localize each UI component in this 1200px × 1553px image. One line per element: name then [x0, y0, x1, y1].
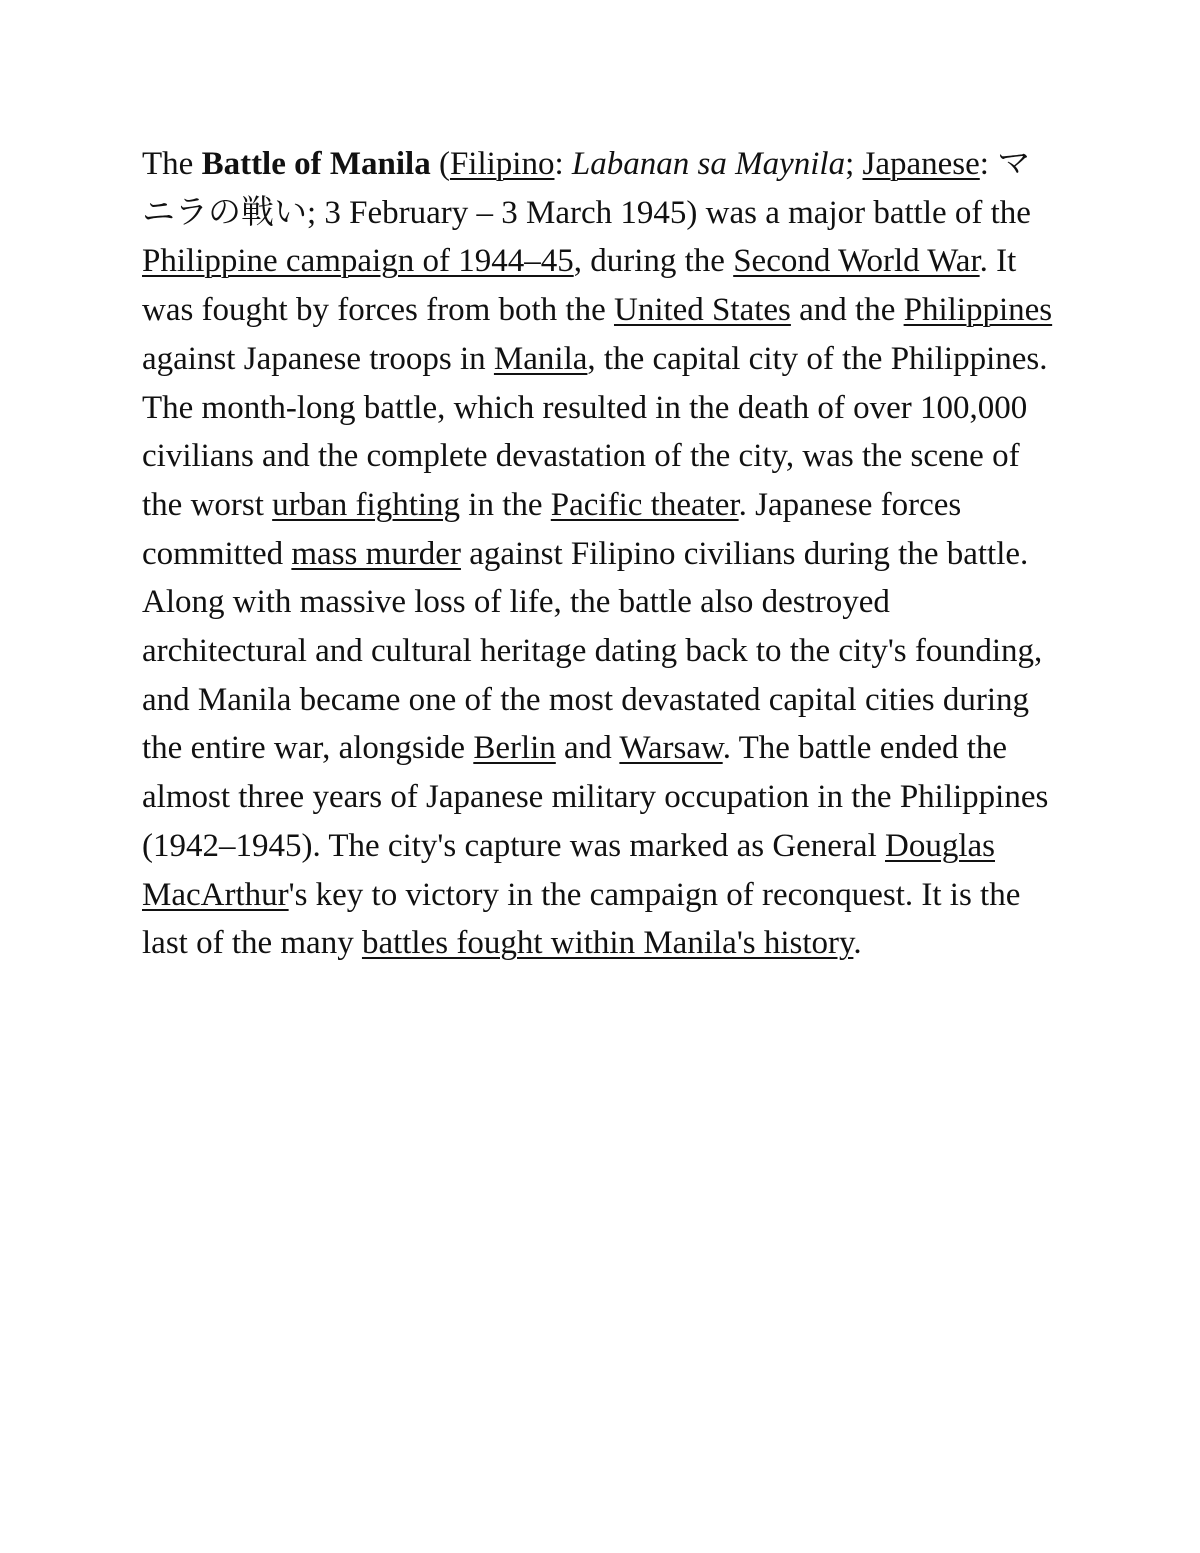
- text-run: in the: [460, 486, 551, 523]
- text-run: : マニラの戦い; 3 February – 3 March 1945) was a major battle of the: [142, 146, 1031, 231]
- article-title-bold: Battle of Manila: [201, 146, 431, 182]
- link-warsaw[interactable]: Warsaw: [619, 730, 723, 767]
- text-run: ;: [845, 146, 863, 182]
- filipino-name-italic: Labanan sa Maynila: [571, 146, 846, 182]
- link-battles-manila-history[interactable]: battles fought within Manila's history: [361, 925, 854, 962]
- text-run: .: [853, 925, 862, 962]
- text-run: :: [554, 146, 572, 182]
- link-berlin[interactable]: Berlin: [473, 730, 556, 767]
- link-japanese[interactable]: Japanese: [862, 146, 980, 182]
- link-united-states[interactable]: United States: [613, 292, 791, 329]
- link-filipino[interactable]: Filipino: [449, 146, 555, 182]
- link-manila[interactable]: Manila: [493, 340, 588, 377]
- text-run: . It was fought by forces from both the: [142, 243, 1017, 329]
- text-run: against Filipino civilians during the battle. Along with massive loss of life, the battle also destroyed architectural and cultural heritage dating back to the city's founding, and Manila became one of the most devastated capital cities during the entire war, alongside: [142, 535, 1043, 767]
- text-run: , during the: [573, 243, 734, 280]
- text-run: and the: [790, 292, 904, 329]
- link-douglas-macarthur[interactable]: Douglas MacArthur: [142, 827, 995, 913]
- text-run: . Japanese forces committed: [142, 486, 962, 572]
- link-philippines[interactable]: Philippines: [903, 292, 1053, 329]
- link-second-world-war[interactable]: Second World War: [733, 243, 980, 280]
- link-mass-murder[interactable]: mass murder: [291, 535, 461, 572]
- text-run: . The battle ended the almost three years of Japanese military occupation in the Philippines (1942–1945). The city's capture was marked as General: [142, 730, 1049, 864]
- text-run: and: [555, 730, 620, 767]
- text-run: against Japanese troops in: [142, 340, 494, 377]
- article-paragraph: [142, 140, 1062, 968]
- text-run: The: [142, 146, 202, 182]
- link-urban-fighting[interactable]: urban fighting: [272, 486, 461, 523]
- text-run: (: [430, 146, 450, 182]
- link-pacific-theater[interactable]: Pacific theater: [550, 486, 739, 523]
- link-philippine-campaign[interactable]: Philippine campaign of 1944–45: [142, 243, 574, 280]
- text-run: 's key to victory in the campaign of reconquest. It is the last of the many: [142, 876, 1021, 962]
- text-run: , the capital city of the Philippines. The month-long battle, which resulted in the death of over 100,000 civilians and the complete devastation of the city, was the scene of the worst: [142, 340, 1048, 523]
